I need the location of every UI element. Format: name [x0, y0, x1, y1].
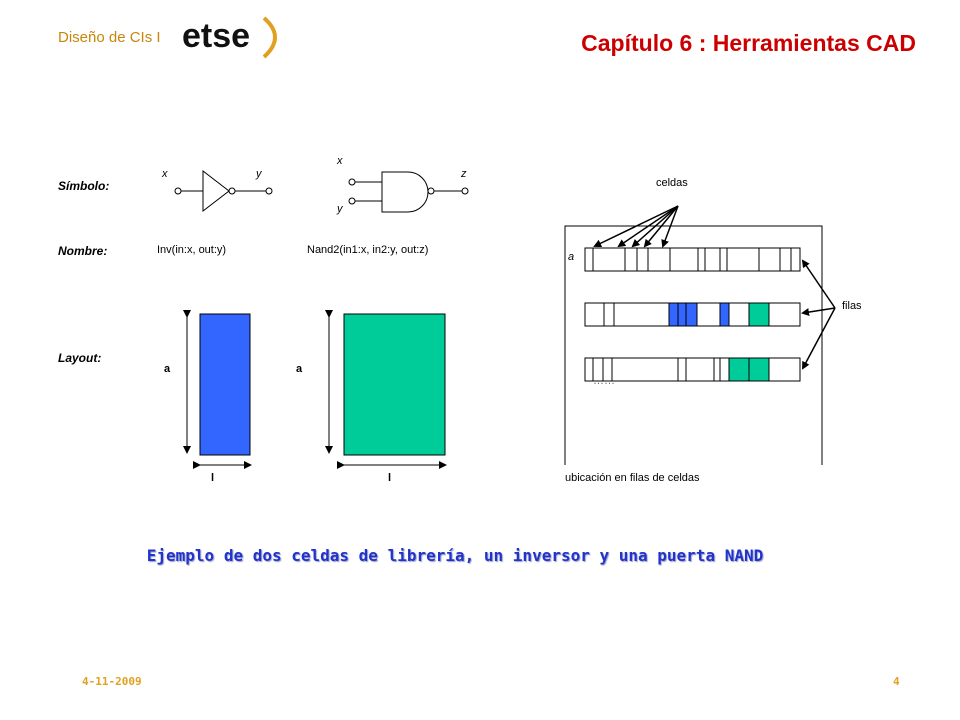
cell-row-3 [585, 358, 800, 381]
inverter-triangle [203, 171, 229, 211]
nand-body [382, 172, 428, 212]
logo-text: etse [182, 17, 251, 55]
symbol-row-label: Símbolo: [58, 179, 110, 193]
inverter-height-label: a [164, 363, 171, 375]
rows-label: filas [842, 300, 862, 312]
nand-input2-pin: y [337, 203, 343, 215]
placement-caption: ubicación en filas de celdas [565, 472, 700, 484]
nand-layout-cell [344, 314, 445, 455]
layout-row-label: Layout: [58, 351, 102, 365]
figure-caption: Ejemplo de dos celdas de librería, un inversor y una puerta NAND [146, 546, 764, 565]
inverter-name: Inv(in:x, out:y) [157, 244, 227, 256]
nand-name: Nand2(in1:x, in2:y, out:z) [307, 244, 429, 256]
nand-bubble [428, 188, 434, 194]
inverter-symbol [175, 171, 272, 211]
inverter-input-pin: x [162, 168, 168, 180]
footer-page: 4 [893, 675, 900, 688]
row-height-label: a [568, 251, 575, 263]
inverter-layout-cell [200, 314, 250, 455]
cells-label: celdas [656, 177, 688, 189]
inverter-output-pin: y [256, 168, 262, 180]
nand-output-pin: z [461, 168, 467, 180]
nand-symbol [349, 172, 468, 212]
course-title: Diseño de CIs I [58, 29, 161, 46]
inverter-width-label: l [211, 472, 215, 484]
inverter-output-terminal [266, 188, 272, 194]
cell-row-1 [585, 248, 800, 271]
rows-arrows [803, 261, 835, 368]
nand-input2-terminal [349, 198, 355, 204]
inverter-bubble [229, 188, 235, 194]
inverter-input-terminal [175, 188, 181, 194]
chapter-title: Capítulo 6 : Herramientas CAD [581, 30, 916, 56]
cell-row-2 [585, 303, 800, 326]
nand-input1-pin: x [337, 155, 343, 167]
nand-input1-terminal [349, 179, 355, 185]
nand-height-label: a [296, 363, 303, 375]
name-row-label: Nombre: [58, 244, 108, 258]
nand-output-terminal [462, 188, 468, 194]
nand-width-label: l [388, 472, 392, 484]
footer-date: 4-11-2009 [82, 675, 142, 688]
